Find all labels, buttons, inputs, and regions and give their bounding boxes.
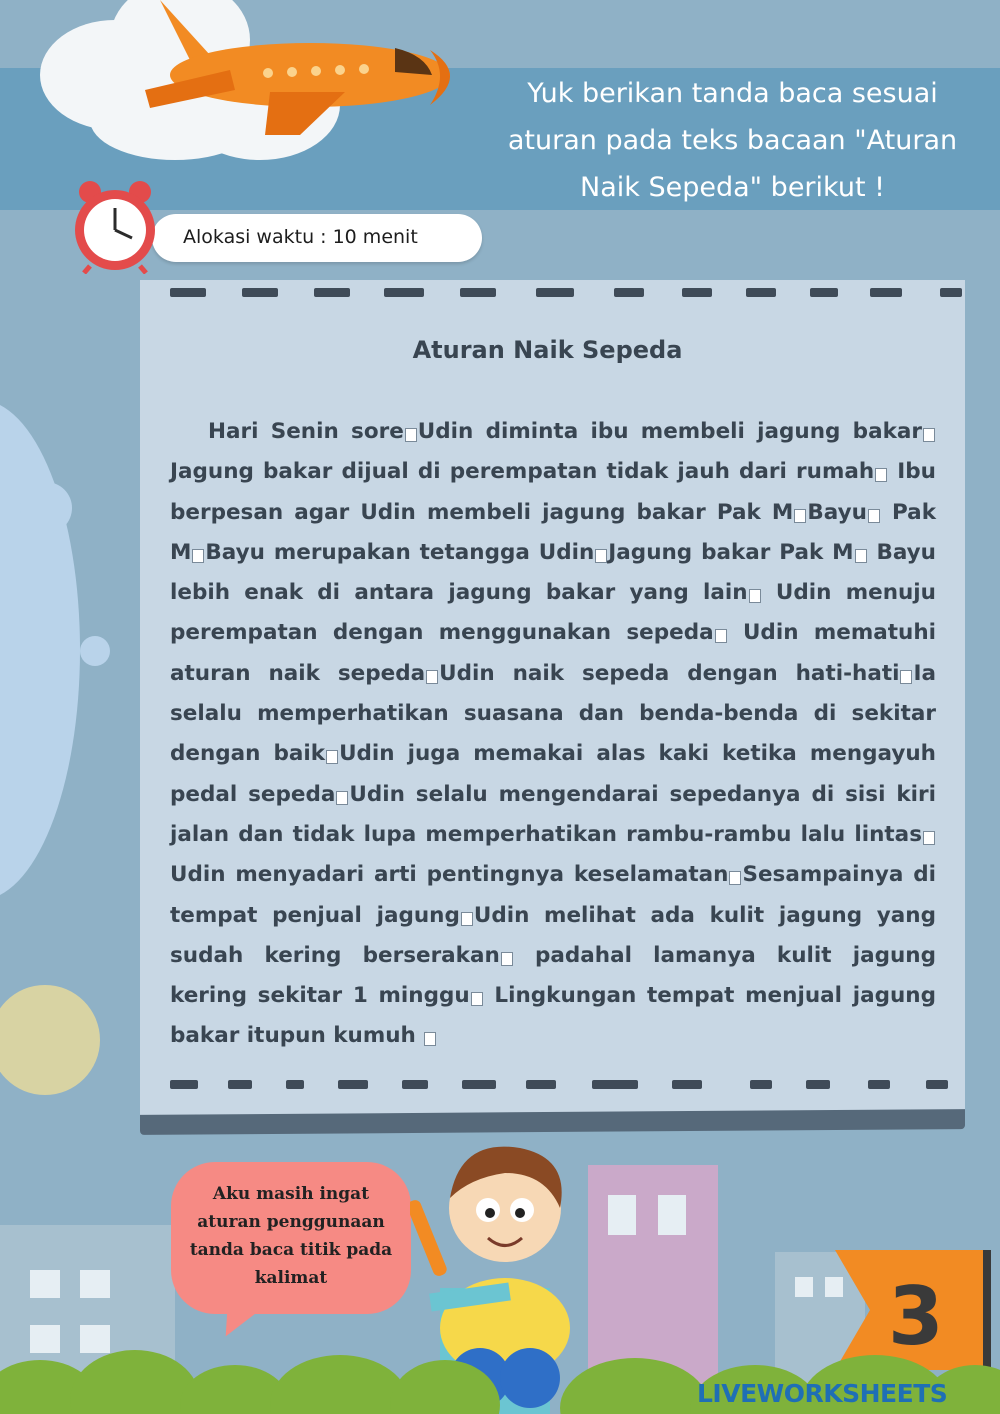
speech-bubble-text [182, 1180, 400, 1292]
bubble-line-3: tanda baca titik pada [189, 1240, 393, 1260]
punctuation-blank-19[interactable] [471, 992, 483, 1006]
punctuation-blank-20[interactable] [424, 1032, 436, 1046]
story-body [170, 412, 936, 1057]
timer-label: Alokasi waktu : 10 menit [183, 226, 418, 248]
story-segment: Jagung bakar Pak M [608, 539, 854, 565]
bubble-dot-2 [80, 636, 110, 666]
story-segment: Lingkungan tempat menjual jagung bakar itupun kumuh [170, 983, 936, 1049]
story-segment: Pak M [170, 499, 936, 565]
punctuation-blank-18[interactable] [501, 952, 513, 966]
instruction-text [480, 70, 985, 211]
punctuation-blank-16[interactable] [729, 871, 741, 885]
story-segment: Udin menyadari arti pentingnya keselamatan [170, 862, 729, 888]
story-title: Aturan Naik Sepeda [412, 336, 683, 364]
punctuation-blank-3[interactable] [875, 468, 887, 482]
punctuation-blank-6[interactable] [192, 549, 204, 563]
story-segment: Sesampainya di tempat penjual jagung [170, 862, 936, 928]
story-segment: Hari Senin sore [208, 419, 404, 444]
punctuation-blank-1[interactable] [405, 428, 417, 442]
instruction-line-2: aturan pada teks bacaan "Aturan [507, 125, 958, 156]
story-segment: Ia selalu memperhatikan suasana dan benda-benda di sekitar dengan baik [170, 660, 936, 767]
story-segment: Udin melihat ada kulit jagung yang sudah kering berserakan [170, 902, 936, 968]
story-segment: Udin juga memakai alas kaki ketika mengayuh pedal sepeda [170, 741, 936, 807]
bottom-dashed-border [170, 1080, 965, 1090]
punctuation-blank-10[interactable] [715, 629, 727, 643]
story-segment: Bayu lebih enak di antara jagung bakar yang lain [170, 539, 936, 606]
punctuation-blank-9[interactable] [749, 589, 761, 603]
punctuation-blank-12[interactable] [900, 670, 912, 684]
story-segment: Bayu merupakan tetangga Udin [205, 539, 595, 565]
story-segment: Ibu berpesan agar Udin membeli jagung bakar Pak M [170, 459, 936, 525]
bubble-line-2: aturan penggunaan [197, 1212, 385, 1232]
left-blob [0, 400, 80, 900]
story-segment: Bayu [807, 499, 867, 525]
punctuation-blank-2[interactable] [923, 428, 935, 442]
punctuation-blank-7[interactable] [595, 549, 607, 563]
bubble-line-1: Aku masih ingat [212, 1184, 370, 1204]
bubble-line-4: kalimat [254, 1268, 328, 1288]
story-segment: Udin diminta ibu membeli jagung bakar [417, 419, 922, 444]
punctuation-blank-5[interactable] [868, 509, 880, 523]
story-segment: Udin menuju perempatan dengan menggunakan sepeda [170, 580, 936, 646]
story-segment: Jagung bakar dijual di perempatan tidak jauh dari rumah [170, 459, 875, 485]
liveworksheets-watermark: LIVEWORKSHEETS [697, 1379, 948, 1408]
sun-icon [0, 985, 100, 1095]
punctuation-blank-15[interactable] [923, 831, 935, 845]
punctuation-blank-14[interactable] [336, 791, 348, 805]
story-segment: padahal lamanya kulit jagung kering sekitar 1 minggu [170, 942, 936, 1009]
top-dashed-border [170, 288, 965, 298]
alarm-clock-icon [70, 178, 160, 274]
story-segment: Udin mematuhi aturan naik sepeda [170, 620, 936, 686]
punctuation-blank-11[interactable] [426, 670, 438, 684]
punctuation-blank-17[interactable] [461, 912, 473, 926]
instruction-line-3: Naik Sepeda" berikut ! [580, 172, 885, 203]
page-number: 3 [888, 1270, 944, 1363]
story-segment: Udin selalu mengendarai sepedanya di sisi kiri jalan dan tidak lupa memperhatikan rambu-rambu lalu lintas [170, 781, 936, 847]
bubble-dot-1 [20, 482, 72, 534]
story-segment: Udin naik sepeda dengan hati-hati [439, 660, 900, 686]
punctuation-blank-8[interactable] [855, 549, 867, 563]
airplane-icon [140, 0, 475, 140]
punctuation-blank-4[interactable] [794, 509, 806, 523]
instruction-line-1: Yuk berikan tanda baca sesuai [527, 78, 938, 109]
punctuation-blank-13[interactable] [326, 750, 338, 764]
